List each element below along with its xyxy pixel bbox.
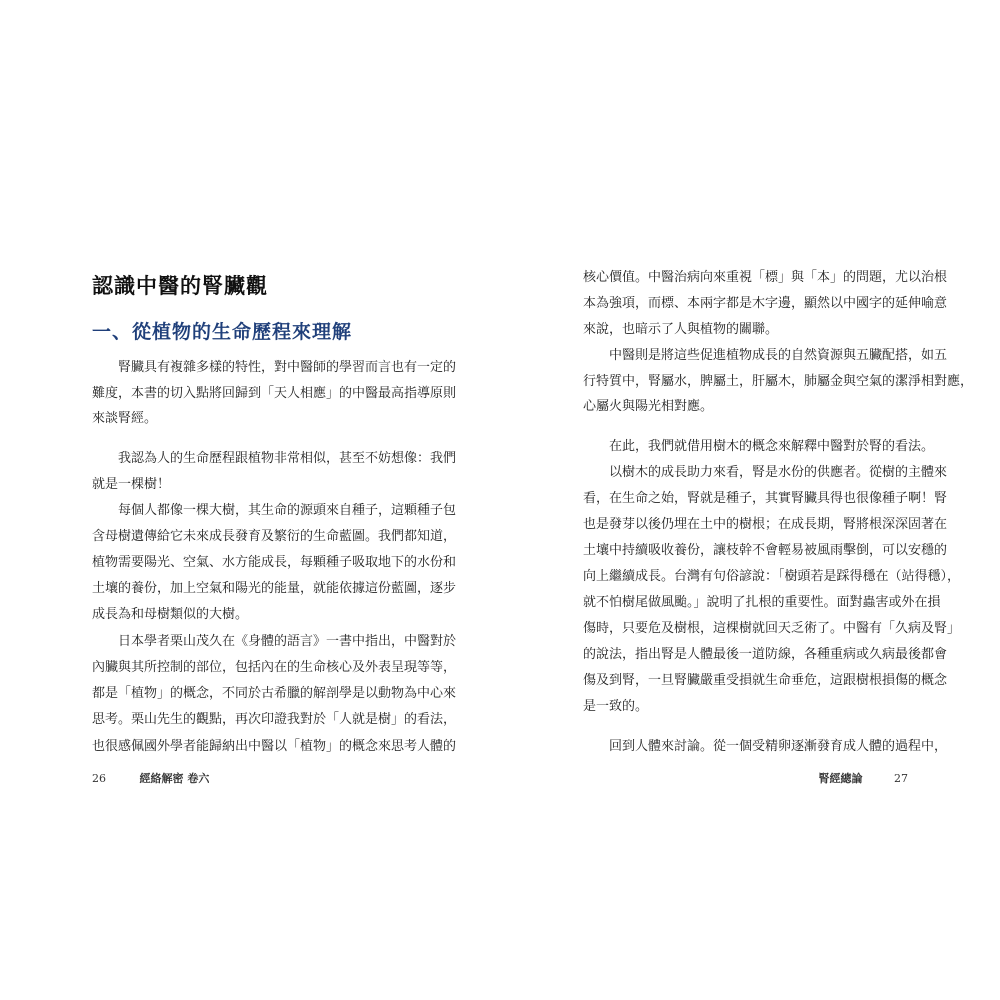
- body-line: 難度，本書的切入點將回歸到「天人相應」的中醫最高指導原則: [92, 386, 457, 401]
- body-line: 來說，也暗示了人與植物的關聯。: [583, 322, 779, 337]
- body-line: 日本學者栗山茂久在《身體的語言》一書中指出，中醫對於: [118, 634, 457, 649]
- body-line: 向上繼續成長。台灣有句俗諺說：「樹頭若是踩得穩在（站得穩），: [583, 569, 961, 584]
- body-line: 內臟與其所控制的部位，包括內在的生命核心及外表呈現等等，: [92, 660, 457, 675]
- body-line: 思考。栗山先生的觀點，再次印證我對於「人就是樹」的看法，: [92, 712, 457, 727]
- body-line: 也很感佩國外學者能歸納出中醫以「植物」的概念來思考人體的: [92, 739, 457, 754]
- body-line: 傷及到腎，一旦腎臟嚴重受損就生命垂危，這跟樹根損傷的概念: [583, 673, 948, 688]
- body-line: 腎臟具有複雜多樣的特性，對中醫師的學習而言也有一定的: [118, 360, 457, 375]
- body-line: 心屬火與陽光相對應。: [583, 399, 714, 414]
- body-line: 回到人體來討論。從一個受精卵逐漸發育成人體的過程中，: [609, 739, 948, 754]
- body-line: 核心價值。中醫治病向來重視「標」與「本」的問題，尤以治根: [583, 270, 948, 285]
- body-line: 行特質中，腎屬水，脾屬土，肝屬木，肺屬金與空氣的潔淨相對應，: [583, 374, 974, 389]
- body-line: 都是「植物」的概念，不同於古希臘的解剖學是以動物為中心來: [92, 686, 457, 701]
- right-folio: [819, 770, 909, 786]
- page-number: 26: [92, 772, 106, 785]
- body-line: 傷時，只要危及樹根，這棵樹就回天乏術了。中醫有「久病及腎」: [583, 621, 961, 636]
- right-page: [500, 0, 1000, 1000]
- running-title: 經絡解密 卷六: [139, 772, 210, 785]
- body-line: 土壤中持續吸收養份，讓枝幹不會輕易被風雨擊倒，可以安穩的: [583, 543, 948, 558]
- body-line: 含母樹遺傳給它未來成長發育及繁衍的生命藍圖。我們都知道，: [92, 529, 457, 544]
- body-line: 本為強項，而標、本兩字都是木字邊，顯然以中國字的延伸喻意: [583, 296, 948, 311]
- body-line: 就不怕樹尾做風颱。」說明了扎根的重要性。面對蟲害或外在損: [583, 595, 941, 610]
- body-line: 在此，我們就借用樹木的概念來解釋中醫對於腎的看法。: [609, 439, 935, 454]
- left-folio: [92, 770, 209, 786]
- body-line: 看，在生命之始，腎就是種子，其實腎臟具得也很像種子啊！腎: [583, 491, 948, 506]
- chapter-title: 認識中醫的腎臟觀: [92, 273, 268, 298]
- body-line: 以樹木的成長助力來看，腎是水份的供應者。從樹的主體來: [609, 465, 948, 480]
- body-line: 也是發芽以後仍埋在土中的樹根；在成長期，腎將根深深固著在: [583, 517, 948, 532]
- page-number: 27: [894, 772, 908, 785]
- body-line: 成長為和母樹類似的大樹。: [92, 607, 249, 622]
- body-line: 土壤的養份，加上空氣和陽光的能量，就能依據這份藍圖，逐步: [92, 581, 457, 596]
- body-line: 是一致的。: [583, 699, 649, 714]
- section-title: 一、從植物的生命歷程來理解: [92, 321, 353, 343]
- body-line: 來談腎經。: [92, 411, 158, 426]
- body-line: 中醫則是將這些促進植物成長的自然資源與五臟配搭，如五: [609, 348, 948, 363]
- body-line: 植物需要陽光、空氣、水方能成長，每顆種子吸取地下的水份和: [92, 555, 457, 570]
- running-title: 腎經總論: [818, 772, 863, 785]
- body-line: 就是一棵樹！: [92, 477, 171, 492]
- body-line: 我認為人的生命歷程跟植物非常相似，甚至不妨想像：我們: [118, 451, 457, 466]
- body-line: 的說法，指出腎是人體最後一道防線，各種重病或久病最後都會: [583, 647, 948, 662]
- body-line: 每個人都像一棵大樹，其生命的源頭來自種子，這顆種子包: [118, 503, 457, 518]
